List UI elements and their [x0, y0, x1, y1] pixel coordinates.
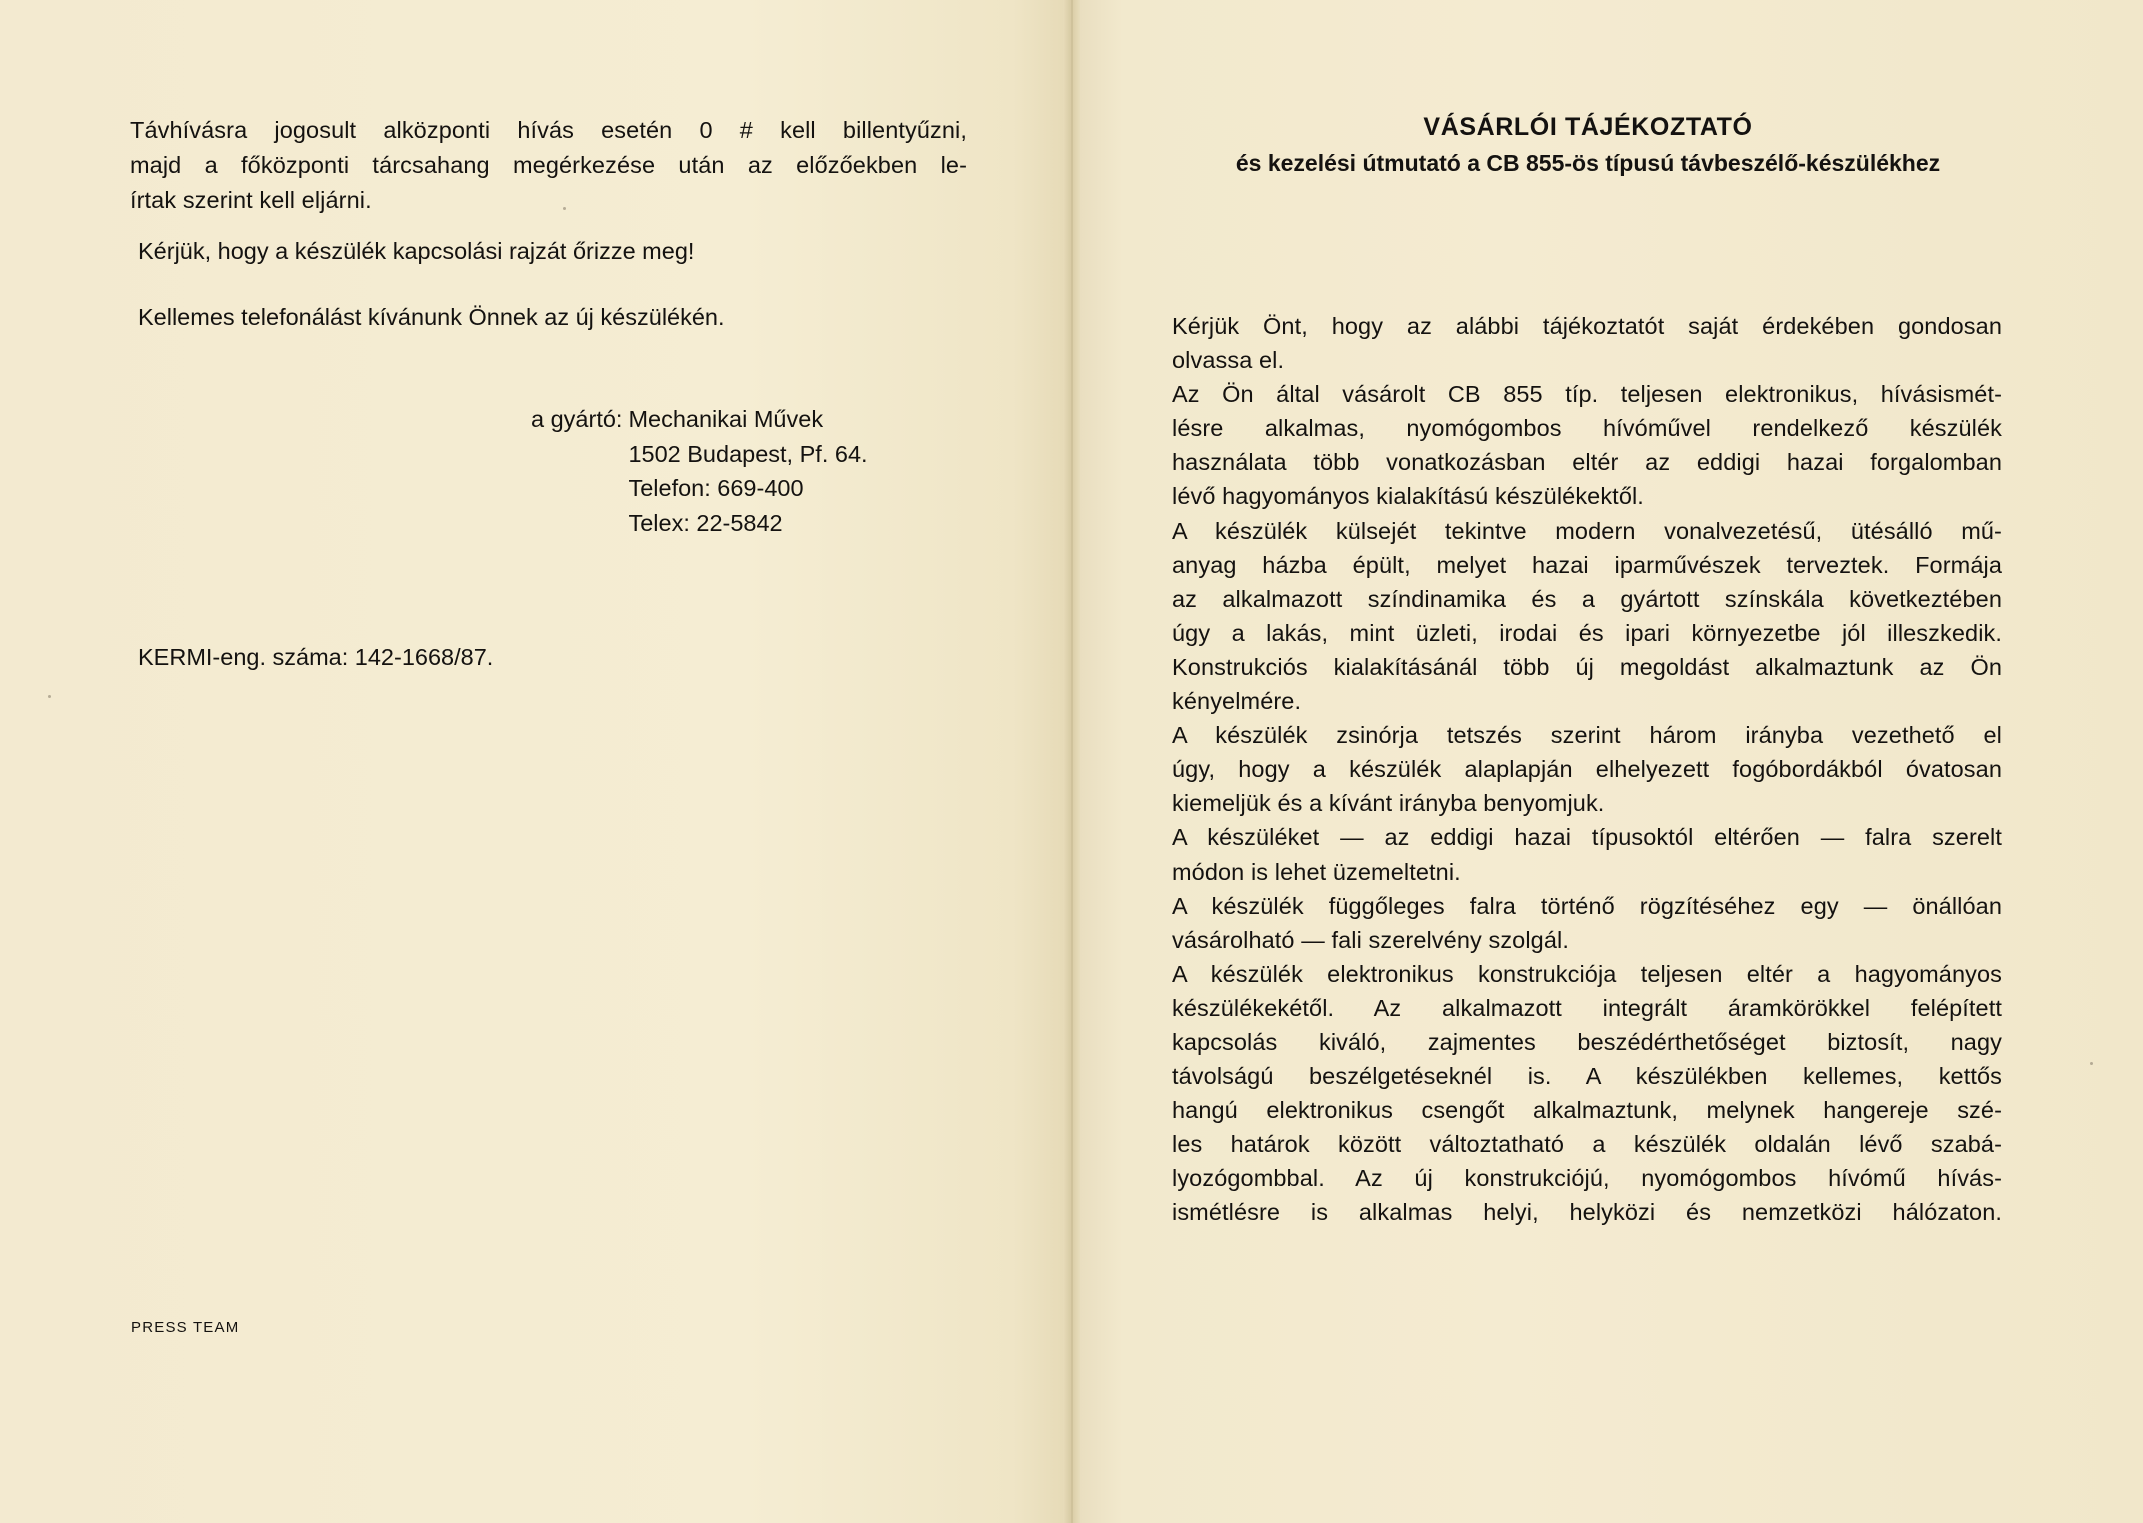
- body-line: olvassa el.: [1172, 347, 1285, 374]
- body-line: úgy, hogy a készülék alaplapján elhelyezett fogóbordákból óvatosan: [1172, 756, 2002, 783]
- left-intro-line: majd a főközponti tárcsahang megérkezése után az előzőekben le-: [130, 152, 967, 178]
- paper-speck: [563, 207, 566, 210]
- body-line: A készülék elektronikus konstrukciója teljesen eltér a hagyományos: [1172, 960, 2002, 987]
- manufacturer-telex: Telex: 22-5842: [628, 509, 783, 536]
- manufacturer-label: a gyártó:: [531, 406, 623, 432]
- body-line: lésre alkalmas, nyomógombos hívóművel rendelkező készülék: [1172, 415, 2002, 442]
- instructions-body: [1172, 309, 2002, 1230]
- left-intro-line: írtak szerint kell eljárni.: [130, 187, 372, 213]
- body-line: A készüléket — az eddigi hazai típusoktól eltérően — falra szerelt: [1172, 824, 2002, 851]
- body-line: Konstrukciós kialakításánál több új megoldást alkalmaztunk az Ön: [1172, 653, 2002, 680]
- body-line: lévő hagyományos kialakítású készülékektől.: [1172, 483, 1644, 510]
- body-line: úgy a lakás, mint üzleti, irodai és ipari környezetbe jól illeszkedik.: [1172, 619, 2002, 646]
- body-line: A készülék függőleges falra történő rögzítéséhez egy — önállóan: [1172, 892, 2002, 919]
- body-line: kényelmére.: [1172, 688, 1302, 715]
- body-line: módon is lehet üzemeltetni.: [1172, 858, 1461, 885]
- body-line: anyag házba épült, melyet hazai iparművészek terveztek. Formája: [1172, 551, 2002, 578]
- body-line: hangú elektronikus csengőt alkalmaztunk, melynek hangereje szé-: [1172, 1097, 2002, 1124]
- document-title: VÁSÁRLÓI TÁJÉKOZTATÓ: [1423, 113, 1753, 141]
- body-line: lyozógombbal. Az új konstrukciójú, nyomógombos hívómű hívás-: [1172, 1165, 2002, 1192]
- body-line: az alkalmazott színdinamika és a gyártott színskála következtében: [1172, 585, 2002, 612]
- body-line: Az Ön által vásárolt CB 855 típ. teljesen elektronikus, hívásismét-: [1172, 381, 2002, 408]
- body-line: kapcsolás kiváló, zajmentes beszédérthetőséget biztosít, nagy: [1172, 1028, 2002, 1055]
- paper-speck: [48, 695, 51, 698]
- manufacturer-phone: Telefon: 669-400: [628, 475, 804, 501]
- printer-credit: PRESS TEAM: [131, 1319, 240, 1336]
- body-line: készülékekétől. Az alkalmazott integrált áramkörökkel felépített: [1172, 994, 2002, 1021]
- body-line: Kérjük Önt, hogy az alábbi tájékoztatót saját érdekében gondosan: [1172, 313, 2002, 339]
- left-page: [0, 0, 1066, 1523]
- manufacturer-name: Mechanikai Művek: [628, 406, 824, 432]
- body-line: A készülék zsinórja tetszés szerint három irányba vezethető el: [1172, 722, 2002, 749]
- body-line: ismétlésre is alkalmas helyi, helyközi és nemzetközi hálózaton.: [1172, 1199, 2002, 1226]
- closing-wish: Kellemes telefonálást kívánunk Önnek az új készülékén.: [138, 304, 725, 330]
- left-intro-line: Távhívásra jogosult alközponti hívás esetén 0 # kell billentyűzni,: [130, 117, 967, 143]
- body-line: A készülék külsejét tekintve modern vonalvezetésű, ütésálló mű-: [1172, 517, 2002, 544]
- left-intro-paragraph: [130, 113, 967, 218]
- manufacturer-block: [531, 402, 868, 540]
- page-fold-line: [1071, 0, 1073, 1523]
- body-line: használata több vonatkozásban eltér az eddigi hazai forgalomban: [1172, 449, 2002, 476]
- body-line: távolságú beszélgetéseknél is. A készülékben kellemes, kettős: [1172, 1063, 2002, 1090]
- body-line: kiemeljük és a kívánt irányba benyomjuk.: [1172, 790, 1605, 817]
- document-subtitle: és kezelési útmutató a CB 855-ös típusú távbeszélő-készülékhez: [1235, 150, 1941, 176]
- keep-diagram-note: Kérjük, hogy a készülék kapcsolási rajzát őrizze meg!: [138, 238, 695, 264]
- body-line: les határok között változtatható a készülék oldalán lévő szabá-: [1172, 1131, 2002, 1158]
- approval-number: KERMI-eng. száma: 142-1668/87.: [138, 644, 494, 670]
- body-line: vásárolható — fali szerelvény szolgál.: [1172, 926, 1569, 953]
- paper-speck: [2090, 1062, 2093, 1065]
- manufacturer-address: 1502 Budapest, Pf. 64.: [628, 440, 868, 467]
